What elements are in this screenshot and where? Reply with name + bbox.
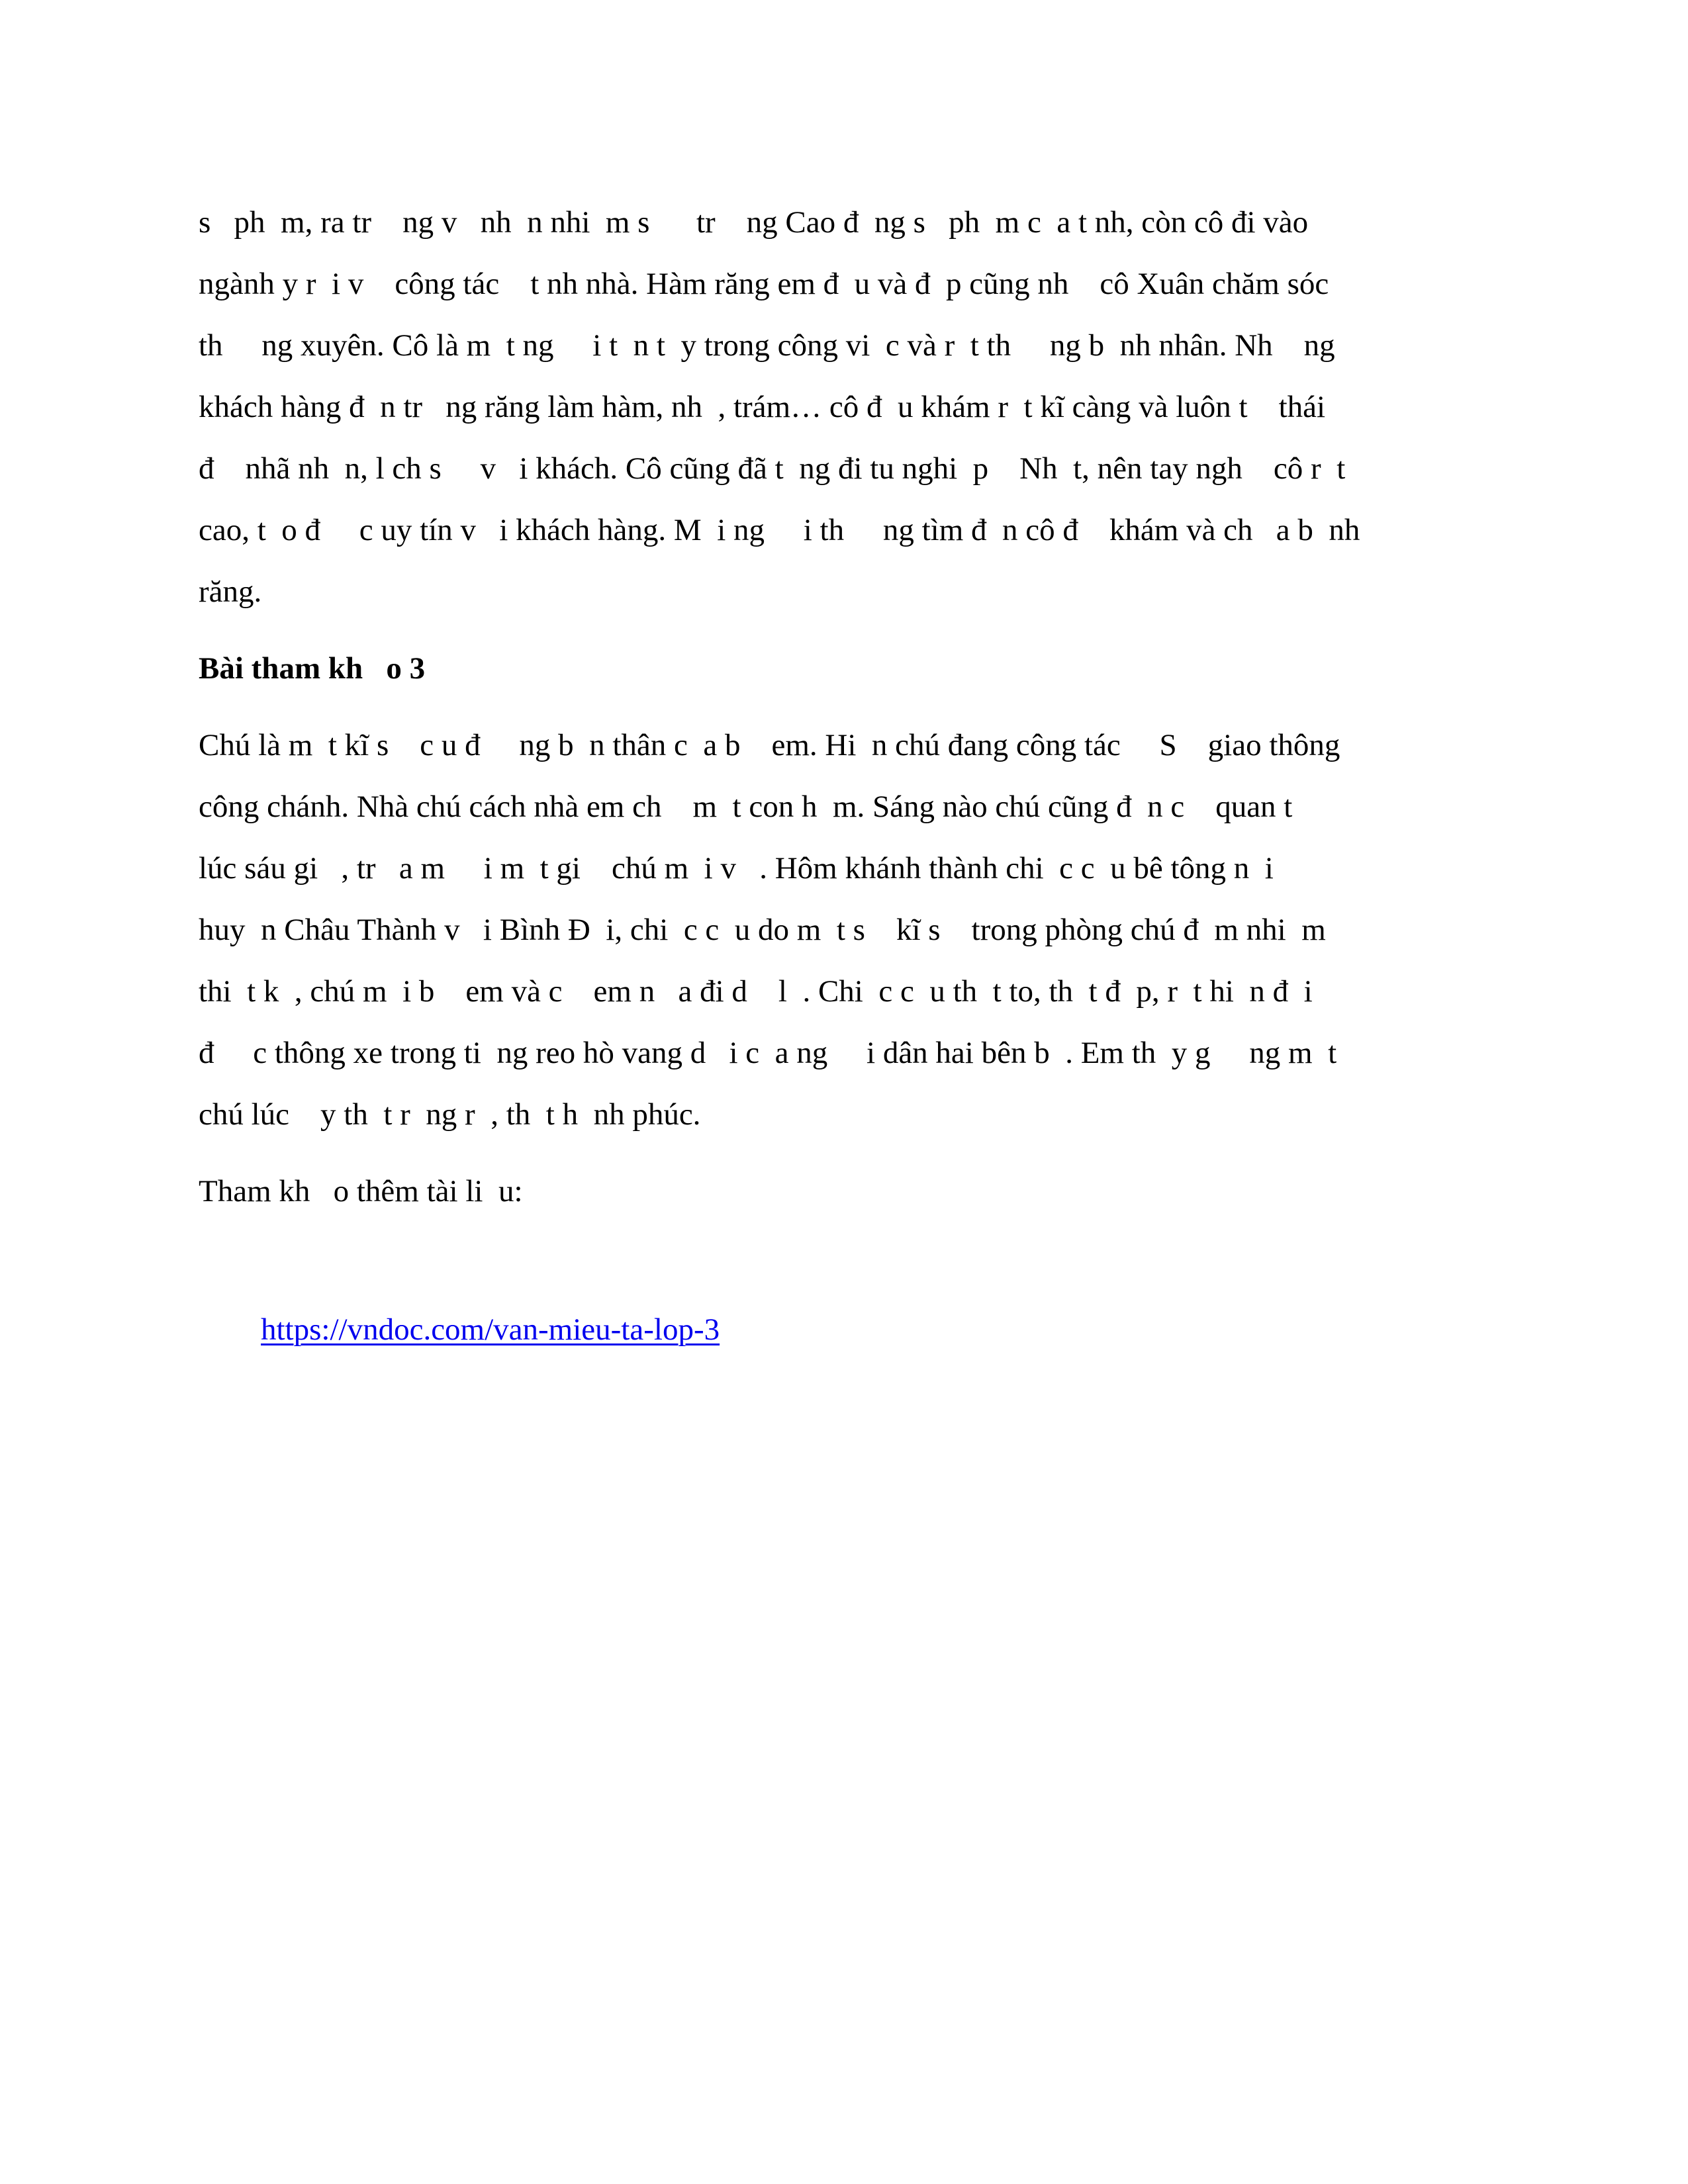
paragraph-dentist [199, 192, 1489, 623]
text-line: công chánh. Nhà chú cách nhà em ch m t con h m. Sáng nào chú cũng đ n c quan t [199, 790, 1293, 824]
text-line: răng. [199, 574, 262, 609]
text-line: đ c thông xe trong ti ng reo hò vang d i c a ng i dân hai bên b . Em th y g ng m t [199, 1036, 1337, 1070]
text-line: thi t k , chú m i b em và c em n a đi d l . Chi c c u th t to, th t đ p, r t hi n đ i [199, 974, 1313, 1009]
text-line: huy n Châu Thành v i Bình Đ i, chi c c u do m t s kĩ s trong phòng chú đ m nhi m [199, 913, 1326, 947]
paragraph-reference [199, 1161, 1489, 1222]
text-line: ngành y r i v công tác t nh nhà. Hàm răng em đ u và đ p cũng nh cô Xuân chăm sóc [199, 267, 1329, 301]
paragraph-engineer [199, 715, 1489, 1146]
text-line: đ nhã nh n, l ch s v i khách. Cô cũng đã t ng đi tu nghi p Nh t, nên tay ngh cô r t [199, 451, 1346, 486]
text-line: th ng xuyên. Cô là m t ng i t n t y trong công vi c và r t th ng b nh nhân. Nh ng [199, 328, 1335, 363]
text-line: khách hàng đ n tr ng răng làm hàm, nh , trám… cô đ u khám r t kĩ càng và luôn t thái [199, 390, 1326, 424]
section-heading: Bài tham kh o 3 [199, 651, 426, 686]
text-line: s ph m, ra tr ng v nh n nhi m s tr ng Cao đ ng s ph m c a t nh, còn cô đi vào [199, 205, 1309, 240]
reference-label: Tham kh o thêm tài li u: [199, 1174, 523, 1208]
reference-link[interactable]: https://vndoc.com/van-mieu-ta-lop-3 [261, 1312, 720, 1347]
text-line: cao, t o đ c uy tín v i khách hàng. M i ng i th ng tìm đ n cô đ khám và ch a b nh [199, 513, 1360, 547]
text-line: chú lúc y th t r ng r , th t h nh phúc. [199, 1097, 701, 1132]
paragraph-link [199, 1238, 1489, 1347]
text-line: lúc sáu gi , tr a m i m t gi chú m i v . Hôm khánh thành chi c c u bê tông n i [199, 851, 1274, 886]
document-content [199, 192, 1489, 1347]
text-line: Chú là m t kĩ s c u đ ng b n thân c a b em. Hi n chú đang công tác S giao thông [199, 728, 1340, 762]
